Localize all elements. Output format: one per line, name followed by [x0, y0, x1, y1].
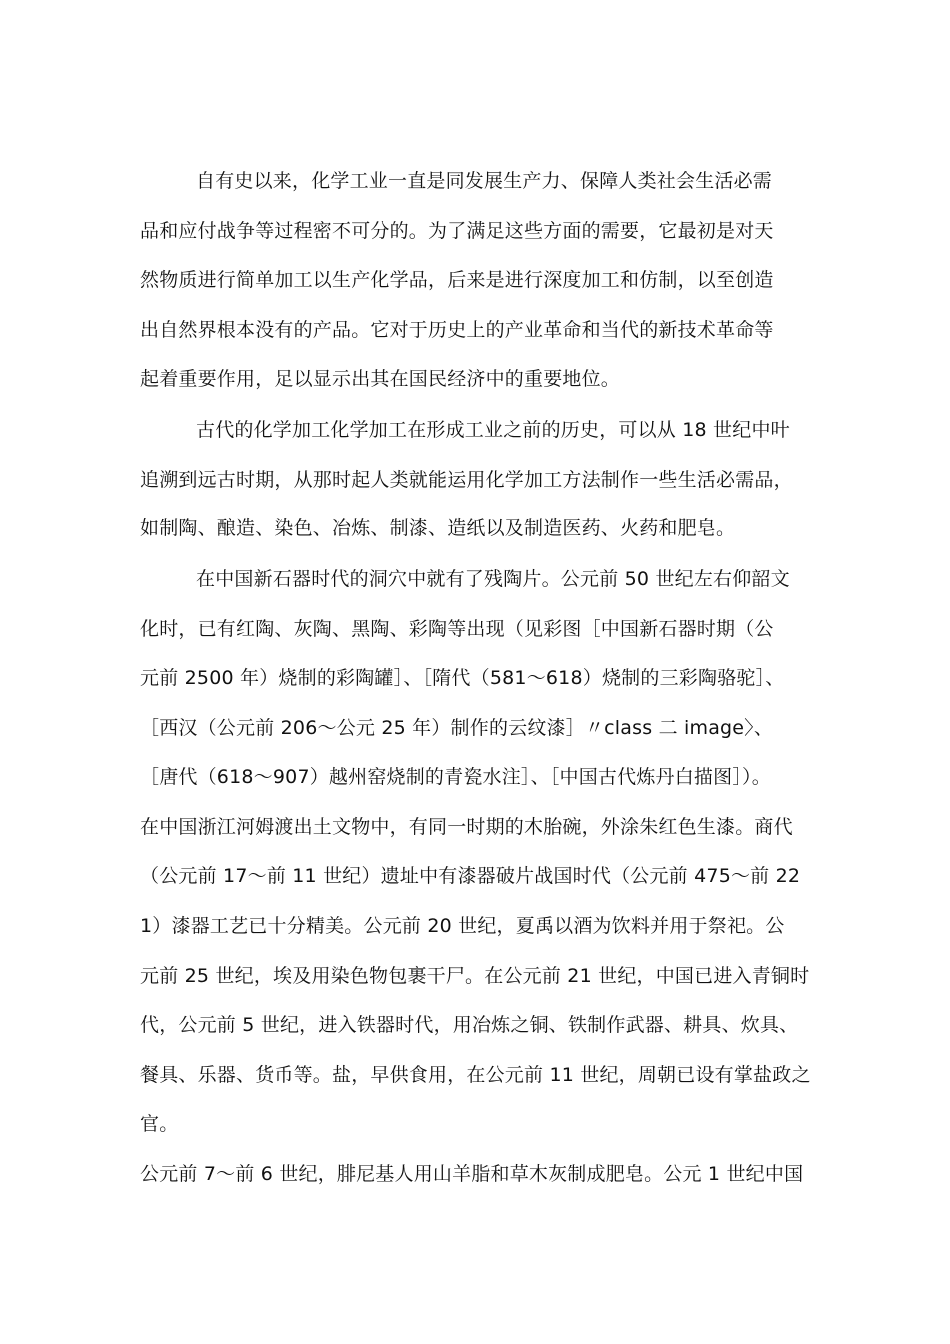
- paragraph-1-line-1: 自有史以来，化学工业一直是同发展生产力、保障人类社会生活必需: [196, 170, 773, 192]
- paragraph-2-line-1: 古代的化学加工化学加工在形成工业之前的历史，可以从 18 世纪中叶: [196, 419, 790, 441]
- paragraph-3-line-6: 在中国浙江河姆渡出土文物中，有同一时期的木胎碗，外涂朱红色生漆。商代: [140, 816, 793, 838]
- paragraph-1-line-3: 然物质进行简单加工以生产化学品，后来是进行深度加工和仿制，以至创造: [140, 269, 774, 291]
- paragraph-3-line-1: 在中国新石器时代的洞穴中就有了残陶片。公元前 50 世纪左右仰韶文: [196, 568, 790, 590]
- paragraph-2-line-3: 如制陶、酿造、染色、冶炼、制漆、造纸以及制造医药、火药和肥皂。: [140, 517, 736, 539]
- paragraph-3-line-5: ［唐代（618～907）越州窑烧制的青瓷水注］、［中国古代炼丹白描图］）。: [140, 766, 771, 788]
- paragraph-1-line-2: 品和应付战争等过程密不可分的。为了满足这些方面的需要，它最初是对天: [140, 220, 774, 242]
- paragraph-1-line-5: 起着重要作用，足以显示出其在国民经济中的重要地位。: [140, 368, 621, 390]
- paragraph-4-line-1: 公元前 7～前 6 世纪，腓尼基人用山羊脂和草木灰制成肥皂。公元 1 世纪中国: [140, 1163, 804, 1185]
- paragraph-3-line-12: 官。: [140, 1113, 179, 1135]
- paragraph-3-line-7: （公元前 17～前 11 世纪）遗址中有漆器破片战国时代（公元前 475～前 22: [140, 865, 801, 887]
- paragraph-1-line-4: 出自然界根本没有的产品。它对于历史上的产业革命和当代的新技术革命等: [140, 319, 774, 341]
- paragraph-3-line-11: 餐具、乐器、货币等。盐，早供食用，在公元前 11 世纪，周朝已设有掌盐政之: [140, 1064, 811, 1086]
- paragraph-2-line-2: 追溯到远古时期，从那时起人类就能运用化学加工方法制作一些生活必需品，: [140, 469, 793, 491]
- paragraph-3-line-3: 元前 2500 年）烧制的彩陶罐］、［隋代（581～618）烧制的三彩陶骆驼］、: [140, 667, 785, 689]
- paragraph-3-line-10: 代，公元前 5 世纪，进入铁器时代，用冶炼之铜、铁制作武器、耕具、炊具、: [140, 1014, 799, 1036]
- paragraph-3-line-4: ［西汉（公元前 206～公元 25 年）制作的云纹漆］〃class 二 image〉、: [140, 717, 774, 739]
- paragraph-3-line-2: 化时，已有红陶、灰陶、黑陶、彩陶等出现（见彩图［中国新石器时期（公: [140, 618, 774, 640]
- paragraph-3-line-9: 元前 25 世纪，埃及用染色物包裹干尸。在公元前 21 世纪，中国已进入青铜时: [140, 965, 810, 987]
- paragraph-3-line-8: 1）漆器工艺已十分精美。公元前 20 世纪，夏禹以酒为饮料并用于祭祀。公: [140, 915, 785, 937]
